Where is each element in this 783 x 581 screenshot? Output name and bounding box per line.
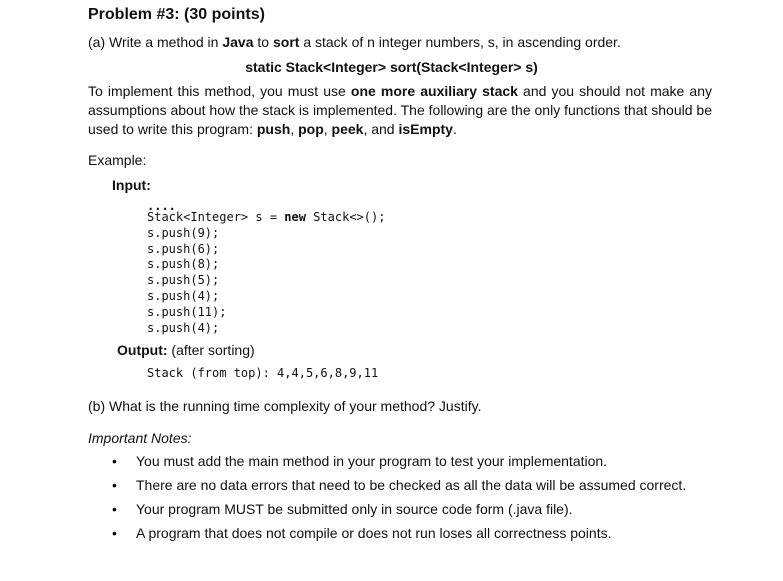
part-a-to: to — [253, 34, 273, 50]
code-line: s.push(9); — [147, 225, 220, 240]
code-ellipsis: .... — [147, 199, 176, 213]
java-keyword: Java — [222, 34, 254, 50]
instructions-paragraph: To implement this method, you must use one more auxiliary stack and you should not make any assumptions about how the stack is implemented. The following are the only functions that should be used to write this program: push, pop, peek, and isEmpty. — [88, 83, 712, 137]
code-line: s.push(11); — [147, 304, 227, 319]
code-line: s.push(8); — [147, 257, 220, 272]
code-line: s.push(6); — [147, 241, 220, 256]
input-code-block — [147, 199, 386, 336]
code-line: s.push(5); — [147, 273, 220, 288]
bullet-icon: • — [112, 525, 117, 541]
output-label: Output: — [117, 342, 168, 358]
part-b-question: (b) What is the running time complexity of your method? Justify. — [88, 398, 482, 414]
code-line: s.push(4); — [147, 320, 220, 335]
input-label: Input: — [112, 177, 151, 193]
example-label: Example: — [88, 152, 147, 168]
output-value: Stack (from top): 4,4,5,6,8,9,11 — [147, 366, 379, 380]
part-a-question — [88, 33, 621, 52]
list-item: • You must add the main method in your program to test your implementation. — [112, 453, 608, 469]
bullet-icon: • — [112, 477, 117, 493]
code-line-declaration: Stack<Integer> s = new Stack<>(); — [147, 210, 386, 224]
part-a-suffix: a stack of n integer numbers, s, in ascending order. — [299, 34, 621, 50]
code-line: s.push(4); — [147, 288, 220, 303]
problem-title: Problem #3: (30 points) — [88, 6, 265, 23]
bullet-icon: • — [112, 453, 117, 469]
output-note: (after sorting) — [167, 342, 255, 358]
bullet-icon: • — [112, 501, 117, 517]
list-item: • A program that does not compile or does not run loses all correctness points. — [112, 525, 612, 541]
method-signature: static Stack<Integer> sort(Stack<Integer> s) — [245, 59, 538, 75]
output-line — [117, 341, 255, 360]
list-item: • Your program MUST be submitted only in source code form (.java file). — [112, 501, 573, 517]
sort-keyword: sort — [272, 34, 300, 50]
list-item: • There are no data errors that need to be checked as all the data will be assumed correct. — [112, 477, 687, 493]
notes-list — [112, 452, 712, 548]
part-a-text: (a) Write a method in — [88, 34, 223, 50]
notes-heading: Important Notes: — [88, 430, 192, 446]
